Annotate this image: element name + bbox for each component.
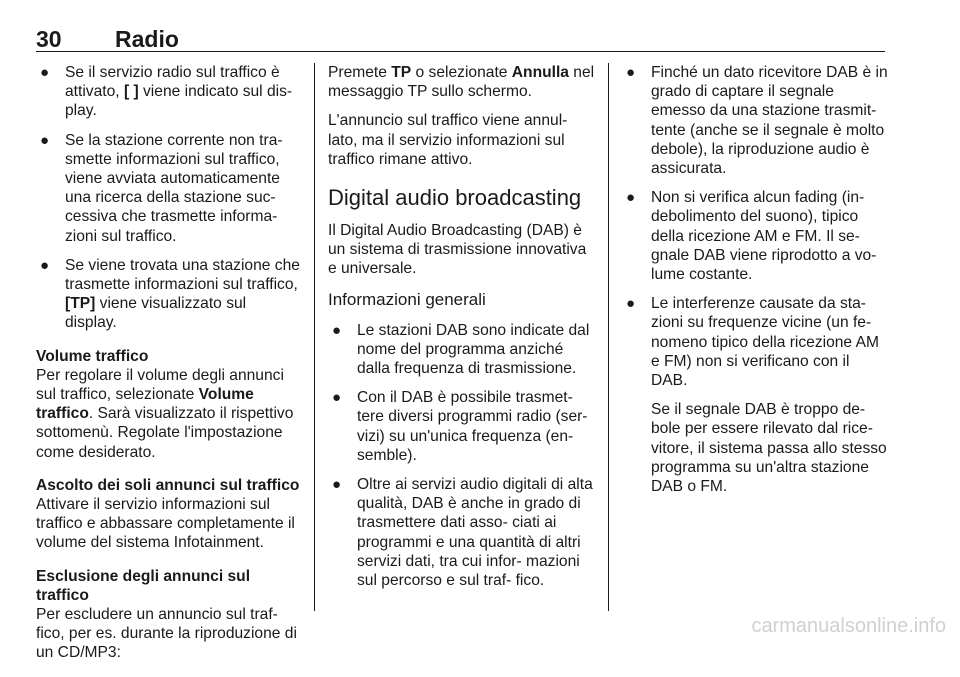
bullet-bold: [TP] xyxy=(65,295,96,313)
bullet-text: viene visualizzato sul display. xyxy=(65,295,247,332)
bullet-icon: ● xyxy=(332,389,342,407)
column-3 xyxy=(622,63,888,506)
volume-text-bold: Volume traffico xyxy=(36,386,254,423)
listen-text: Attivare il servizio informazioni sul traffico e abbassare completamente il volume del sistema Infotainment. xyxy=(36,496,295,552)
exclude-block xyxy=(36,567,302,663)
bullet-item xyxy=(328,475,596,590)
fallback-paragraph: Se il segnale DAB è troppo de‐ bole per essere rilevato dal rice‐ vitore, il sistema passa allo stesso programma su un'altra stazione DAB o FM. xyxy=(651,401,887,496)
bullet-item xyxy=(36,131,302,246)
annulla-bold: Annulla xyxy=(511,64,569,81)
tp-paragraph xyxy=(328,63,596,101)
bullet-text: Oltre ai servizi audio digitali di alta qualità, DAB è anche in grado di trasmettere dati asso‐ ciati ai programmi e una quantità di altri servizi dati, tra cui infor‐ mazioni sul percorso e sul traf‐ fico. xyxy=(357,476,593,590)
volume-text xyxy=(36,366,302,462)
volume-text-post: . Sarà visualizzato il rispettivo sottomenù. Regolate l'impostazione come desiderato. xyxy=(36,405,294,461)
header-rule xyxy=(36,51,885,52)
column-2 xyxy=(328,63,596,600)
bullet-item xyxy=(622,188,888,284)
bullet-text: Le stazioni DAB sono indicate dal nome del programma anziché dalla frequenza di trasmissione. xyxy=(357,321,590,378)
exclude-text: Per escludere un annuncio sul traf‐ fico, per es. durante la riproduzione di un CD/MP3: xyxy=(36,606,297,662)
bullet-item xyxy=(36,63,302,121)
bullet-text: Finché un dato ricevitore DAB è in grado di captare il segnale emesso da una stazione trasmit‐ tente (anche se il segnale è molto debole), la riproduzione audio è assicurata. xyxy=(651,64,888,178)
listen-block xyxy=(36,476,302,553)
bullet-icon: ● xyxy=(332,321,342,339)
tp-text: Premete xyxy=(328,64,392,81)
dab-heading: Digital audio broadcasting xyxy=(328,185,582,211)
bullet-icon: ● xyxy=(332,476,342,494)
bullet-text: Se il servizio radio sul traffico è attivato, xyxy=(65,64,280,101)
bullet-item xyxy=(622,63,888,178)
bullet-icon: ● xyxy=(40,256,50,274)
bullet-bold: [ ] xyxy=(123,83,139,101)
tp-text: o selezionate xyxy=(411,64,512,81)
watermark: carmanualsonline.info xyxy=(751,615,946,637)
bullet-text: Con il DAB è possibile trasmet‐ tere diversi programmi radio (ser‐ vizi) su un'unica frequenza (en‐ semble). xyxy=(357,389,588,464)
volume-block xyxy=(36,347,302,462)
bullet-text: Se la stazione corrente non tra‐ smette informazioni sul traffico, viene avviata automaticamente una ricerca della stazione suc‐ cessiva che trasmette informa‐ zioni sul traffico. xyxy=(65,131,283,245)
exclude-heading: Esclusione degli annunci sul traffico xyxy=(36,567,251,604)
bullet-item xyxy=(328,321,596,379)
dab-intro: Il Digital Audio Broadcasting (DAB) è un sistema di trasmissione innovativa e universale. xyxy=(328,222,587,278)
listen-heading: Ascolto dei soli annunci sul traffico xyxy=(36,476,300,494)
volume-heading: Volume traffico xyxy=(36,347,149,365)
column-divider-2 xyxy=(608,63,609,611)
volume-text-pre: Per regolare il volume degli annunci sul traffico, selezionate xyxy=(36,366,284,404)
bullet-text: Non si verifica alcun fading (in‐ debolimento del suono), tipico della ricezione AM e FM. Il se‐ gnale DAB viene riprodotto a vo‐ lume costante. xyxy=(651,189,877,284)
general-info-heading: Informazioni generali xyxy=(328,289,486,309)
tp-text: nel messaggio TP sullo schermo. xyxy=(328,64,595,101)
bullet-text: Le interferenze causate da sta‐ zioni su frequenze vicine (un fe‐ nomeno tipico della ricezione AM e FM) non si verificano con il DAB. xyxy=(651,295,879,390)
bullet-item xyxy=(36,256,302,333)
bullet-icon: ● xyxy=(626,189,636,207)
page-number: 30 xyxy=(36,26,62,52)
bullet-item xyxy=(622,294,888,390)
bullet-text: Se viene trovata una stazione che trasmette informazioni sul traffico, xyxy=(65,256,300,294)
cancel-paragraph: L'annuncio sul traffico viene annul‐ lato, ma il servizio informazioni sul traffico rimane attivo. xyxy=(328,112,568,168)
bullet-icon: ● xyxy=(626,64,636,81)
tp-bold: TP xyxy=(391,64,412,81)
bullet-icon: ● xyxy=(40,131,50,149)
bullet-icon: ● xyxy=(40,64,50,81)
bullet-icon: ● xyxy=(626,295,636,313)
bullet-item xyxy=(328,388,596,465)
page-header xyxy=(36,26,885,52)
section-title: Radio xyxy=(115,26,179,52)
column-divider-1 xyxy=(314,63,315,611)
column-1 xyxy=(36,63,302,677)
bullet-text: viene indicato sul dis‐ play. xyxy=(65,83,293,120)
